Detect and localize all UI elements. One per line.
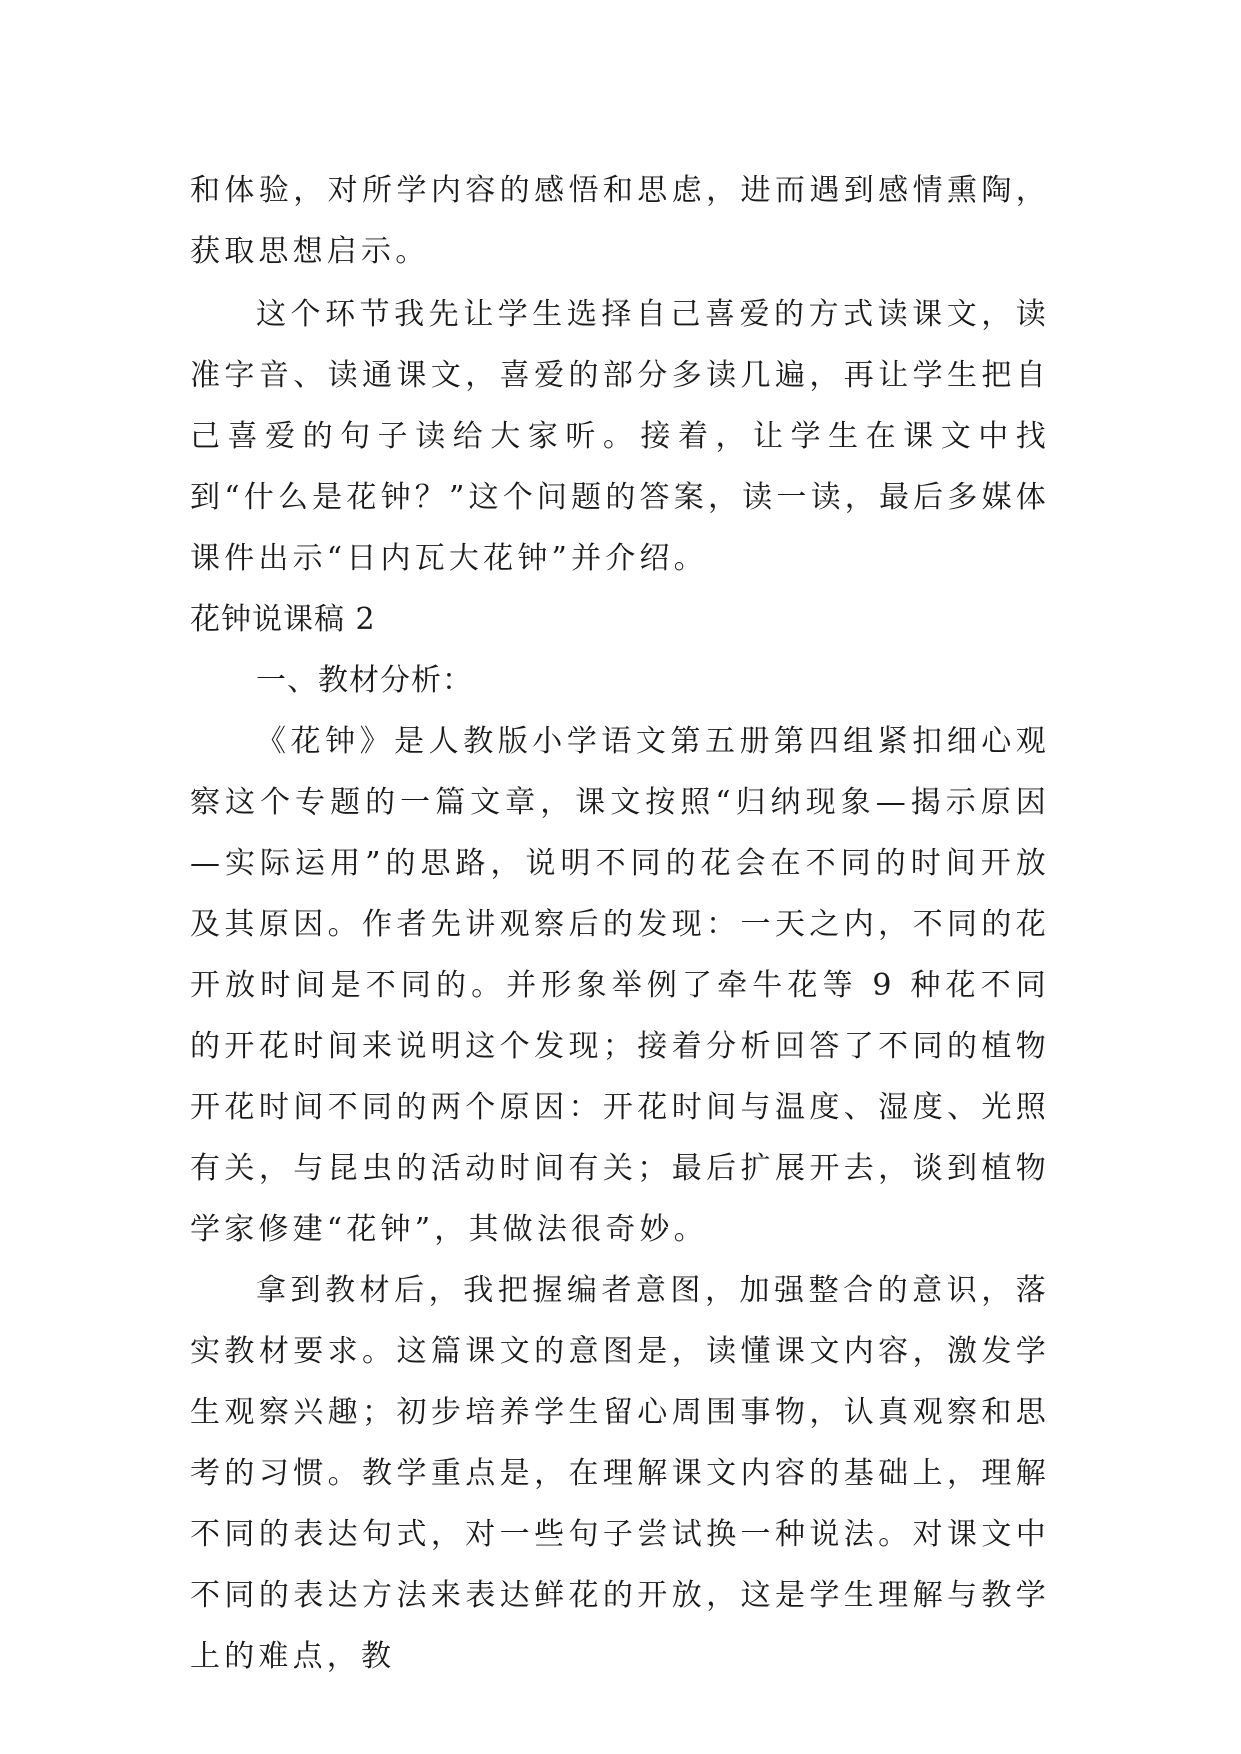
body-paragraph-2: 这个环节我先让学生选择自己喜爱的方式读课文，读准字音、读通课文，喜爱的部分多读几遍，再让学生把自己喜爱的句子读给大家听。接着，让学生在课文中找到“什么是花钟？”这个问题的答案，读一读，最后多媒体课件出示“日内瓦大花钟”并介绍。 bbox=[190, 297, 1050, 576]
body-paragraph-4: 拿到教材后，我把握编者意图，加强整合的意识，落实教材要求。这篇课文的意图是，读懂课文内容，激发学生观察兴趣；初步培养学生留心周围事物，认真观察和思考的习惯。教学重点是，在理解课文内容的基础上，理解不同的表达句式，对一些句子尝试换一种说法。对课文中不同的表达方法来表达鲜花的开放，这是学生理解与教学上的难点，教 bbox=[190, 1273, 1050, 1674]
subheading: 一、教材分析： bbox=[256, 663, 473, 698]
document-page bbox=[190, 160, 1050, 1687]
body-paragraph-3: 《花钟》是人教版小学语文第五册第四组紧扣细心观察这个专题的一篇文章，课文按照“归纳现象—揭示原因—实际运用”的思路，说明不同的花会在不同的时间开放及其原因。作者先讲观察后的发现：一天之内，不同的花开放时间是不同的。并形象举例了牵牛花等 9 种花不同的开花时间来说明这个发现；接着分析回答了不同的植物开花时间不同的两个原因：开花时间与温度、湿度、光照有关，与昆虫的活动时间有关；最后扩展开去，谈到植物学家修建“花钟”，其做法很奇妙。 bbox=[190, 724, 1050, 1247]
section-heading: 花钟说课稿 2 bbox=[190, 602, 376, 637]
body-paragraph-1: 和体验，对所学内容的感悟和思虑，进而遇到感情熏陶，获取思想启示。 bbox=[190, 173, 1050, 269]
